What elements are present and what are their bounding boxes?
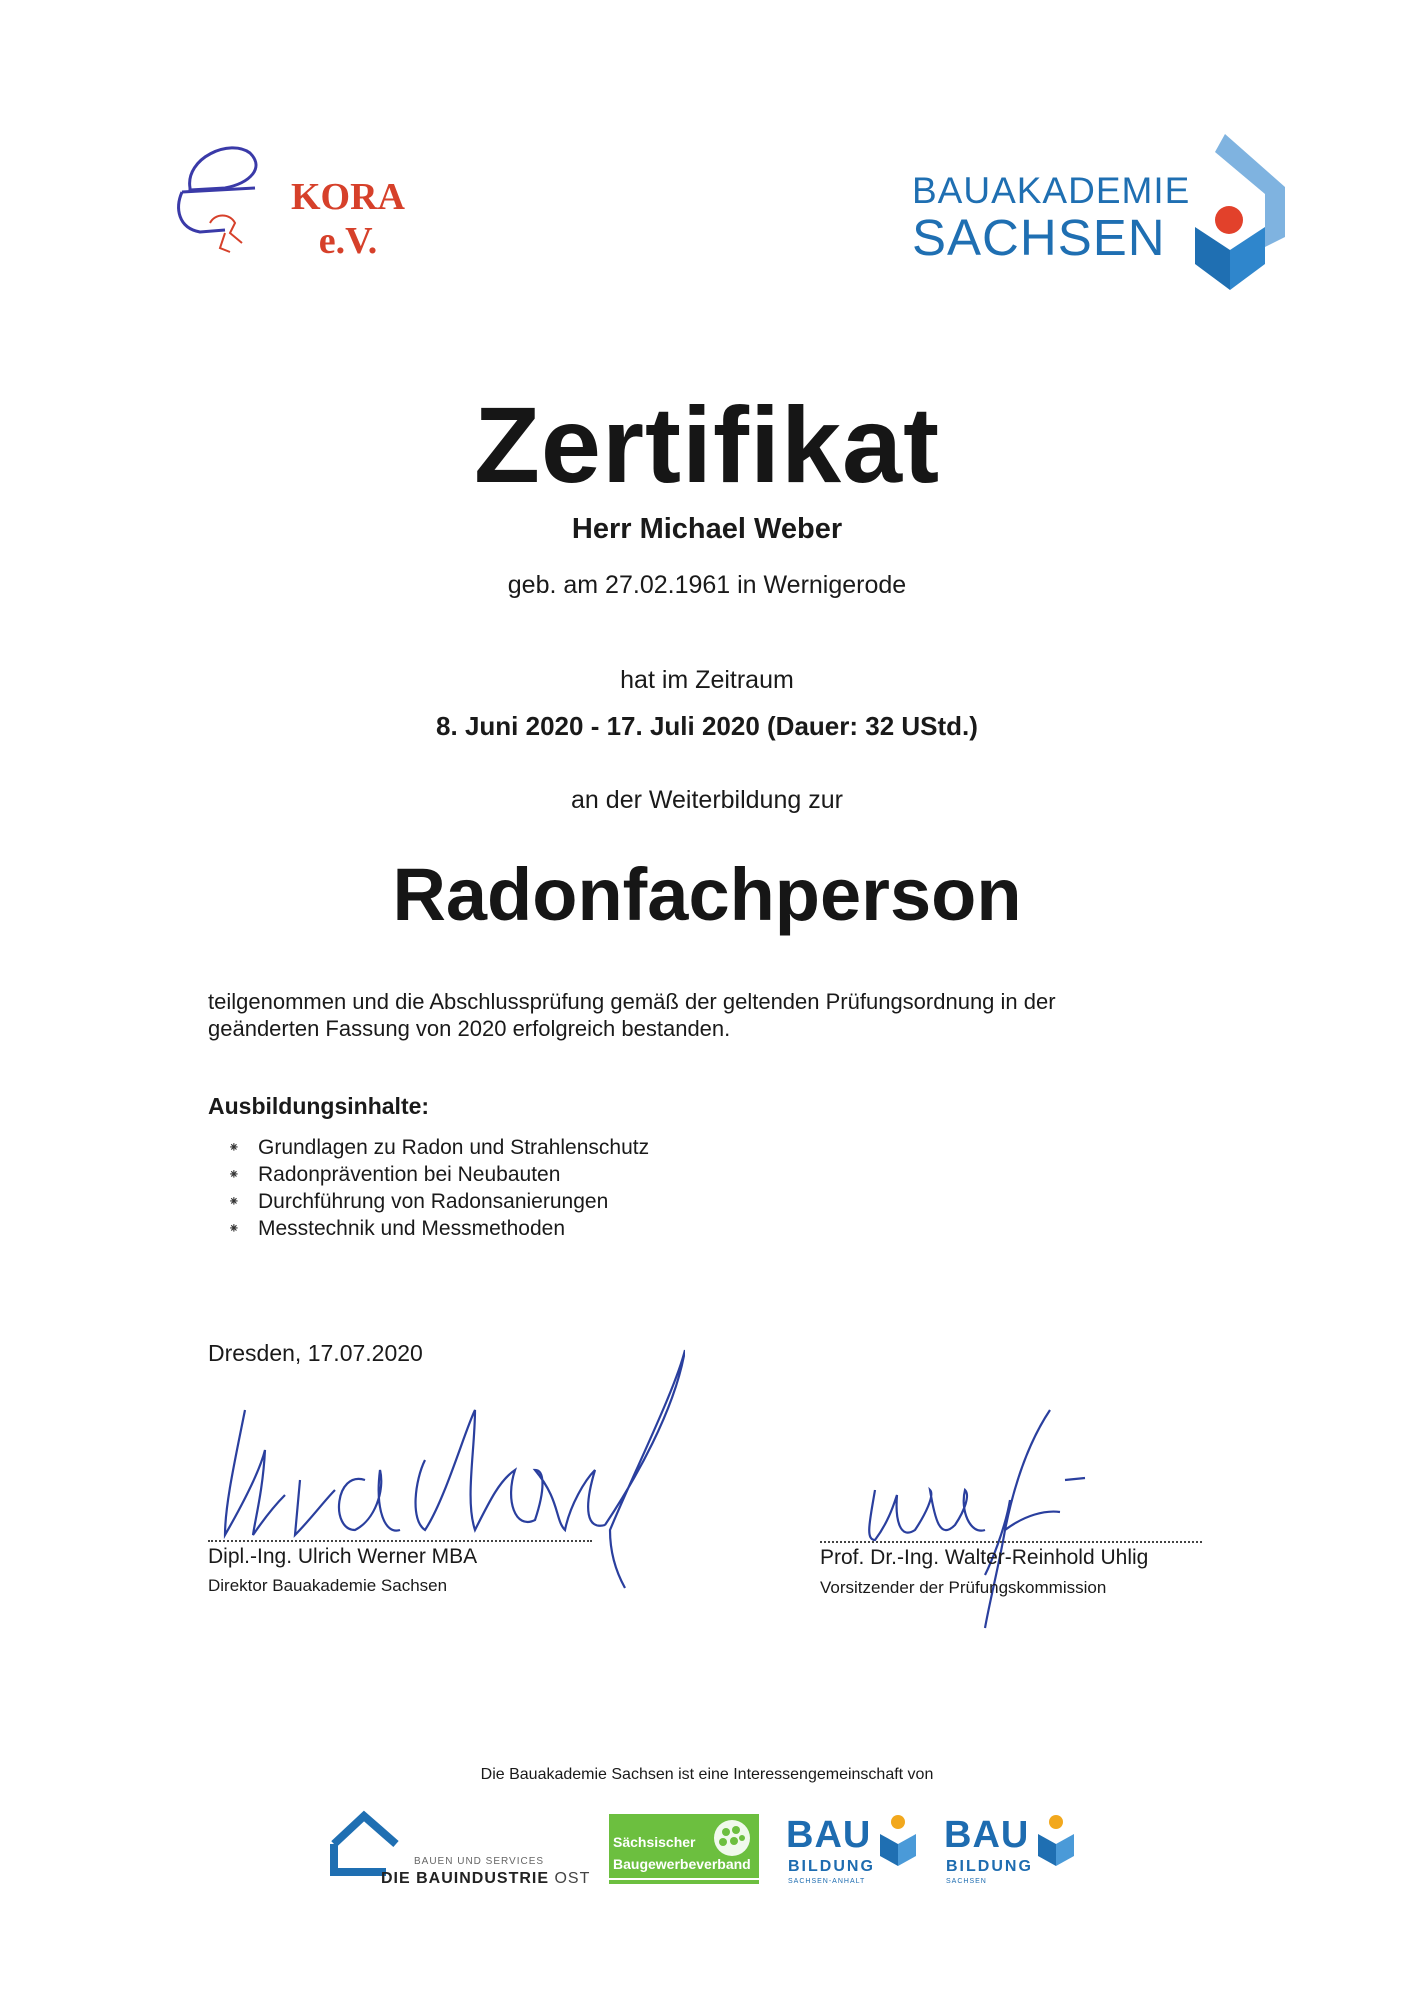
footer-note: Die Bauakademie Sachsen ist eine Interessengemeinschaft von (480, 1766, 934, 1783)
bauakademie-line2: SACHSEN (912, 209, 1166, 266)
kora-mark-icon (170, 128, 270, 268)
course-title: Radonfachperson (392, 853, 1022, 936)
bullet-icon: ⁕ (228, 1139, 240, 1155)
recipient-name: Herr Michael Weber (571, 513, 843, 545)
signature-line-left (208, 1540, 592, 1542)
bauakademie-line1: BAUAKADEMIE (912, 170, 1191, 211)
baugewerbe-line1: Sächsischer (613, 1834, 696, 1850)
training-intro: an der Weiterbildung zur (571, 786, 843, 814)
signature-line-right (820, 1541, 1202, 1543)
place-date: Dresden, 17.07.2020 (208, 1340, 423, 1366)
bauindustrie-line3: OST (554, 1870, 591, 1887)
bullet-icon: ⁕ (228, 1220, 240, 1236)
signer-right-role: Vorsitzender der Prüfungskommission (820, 1578, 1107, 1597)
signer-left-role: Direktor Bauakademie Sachsen (208, 1576, 448, 1595)
list-item: ⁕ Radonprävention bei Neubauten (228, 1163, 561, 1186)
list-item: ⁕ Messtechnik und Messmethoden (228, 1217, 565, 1240)
bauakademie-logo (910, 132, 1290, 302)
bau2-sub: BILDUNG (946, 1858, 1033, 1875)
bau1-main: BAU (786, 1814, 872, 1856)
result-line-1: teilgenommen und die Abschlussprüfung gemäß der geltenden Prüfungsordnung in der (208, 989, 1056, 1014)
contents-list (228, 1134, 649, 1242)
result-line-2: geänderten Fassung von 2020 erfolgreich bestanden. (208, 1016, 731, 1041)
contents-heading: Ausbildungsinhalte: (208, 1093, 430, 1119)
bauindustrie-logo (326, 1810, 591, 1890)
result-text (208, 988, 1128, 1042)
period-intro: hat im Zeitraum (620, 666, 794, 694)
bullet-icon: ⁕ (228, 1193, 240, 1209)
dots-icon (709, 1818, 755, 1858)
birth-info: geb. am 27.02.1961 in Wernigerode (507, 571, 907, 599)
baugewerbeverband-logo (609, 1814, 759, 1884)
bauindustrie-line1: BAUEN UND SERVICES (414, 1856, 545, 1867)
baubildung-sachsen-logo (944, 1814, 1084, 1894)
bau1-sub: BILDUNG (788, 1858, 875, 1875)
list-item: ⁕ Durchführung von Radonsanierungen (228, 1190, 609, 1213)
bauindustrie-line2: DIE BAUINDUSTRIE (381, 1870, 550, 1887)
signer-right-name: Prof. Dr.-Ing. Walter-Reinhold Uhlig (820, 1546, 1149, 1569)
bauakademie-mark-icon (1185, 132, 1290, 292)
bau2-main: BAU (944, 1814, 1030, 1856)
certificate-title: Zertifikat (473, 384, 941, 505)
kora-line2: e.V. (318, 219, 378, 262)
signer-left-name: Dipl.-Ing. Ulrich Werner MBA (208, 1545, 478, 1568)
baugewerbe-line2: Baugewerbeverband (613, 1856, 751, 1872)
book-person-icon (878, 1814, 918, 1870)
bau2-region: SACHSEN (946, 1878, 987, 1885)
bau1-region: SACHSEN-ANHALT (788, 1878, 866, 1885)
baubildung-sachsen-anhalt-logo (786, 1814, 926, 1894)
kora-logo (170, 128, 430, 268)
period: 8. Juni 2020 - 17. Juli 2020 (Dauer: 32 UStd.) (436, 711, 978, 741)
list-item: ⁕ Grundlagen zu Radon und Strahlenschutz (228, 1136, 650, 1159)
book-person-icon (1036, 1814, 1076, 1870)
kora-line1: KORA (291, 176, 405, 218)
bullet-icon: ⁕ (228, 1166, 240, 1182)
